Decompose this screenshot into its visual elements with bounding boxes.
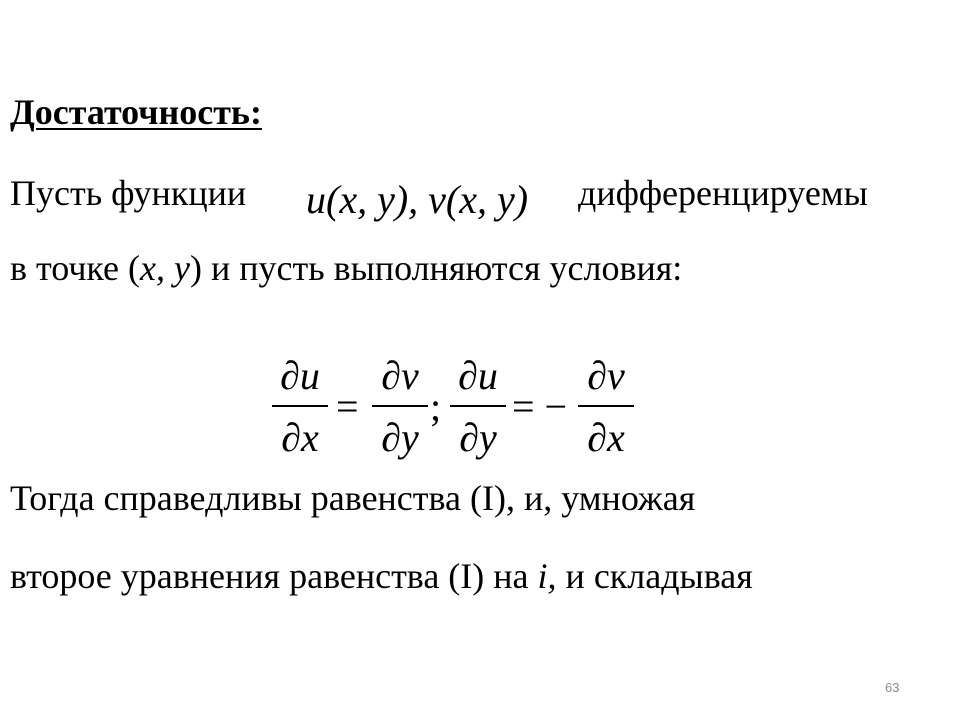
line2-after: ) и пусть выполняются условия:	[189, 248, 683, 288]
line3: Тогда справедливы равенства (I), и, умножая	[10, 478, 696, 518]
line1-suffix: дифференцируемы	[578, 173, 868, 213]
semicolon-separator: ;	[430, 384, 442, 429]
line1-prefix: Пусть функции	[10, 173, 247, 213]
fraction-denominator: ∂x	[281, 415, 319, 460]
equals-sign: =	[336, 384, 359, 429]
line2-before: в точке (	[10, 248, 140, 288]
fraction-denominator: ∂y	[381, 415, 419, 460]
section-heading: Достаточность:	[10, 92, 262, 132]
fraction-bar	[272, 405, 328, 407]
inline-formula-functions: u(x, y), v(x, y)	[306, 177, 529, 222]
fraction-bar	[372, 405, 428, 407]
fraction-bar	[450, 405, 506, 407]
fraction-dv-dy	[372, 353, 428, 466]
line2	[10, 250, 682, 286]
line4-after: и складывая	[556, 556, 753, 596]
fraction-bar	[578, 405, 634, 407]
fraction-du-dx	[272, 353, 328, 466]
fraction-denominator: ∂y	[459, 415, 497, 460]
fraction-numerator: ∂u	[280, 353, 320, 398]
fraction-denominator: ∂x	[587, 415, 625, 460]
fraction-du-dy	[450, 353, 506, 466]
line4-before: второе уравнения равенства (I) на	[10, 556, 538, 596]
fraction-numerator: ∂v	[587, 353, 625, 398]
line4	[10, 558, 753, 594]
line2-vars: x, y	[140, 248, 190, 288]
page-number: 63	[885, 680, 900, 695]
fraction-dv-dx	[578, 353, 634, 466]
fraction-numerator: ∂v	[381, 353, 419, 398]
fraction-numerator: ∂u	[458, 353, 498, 398]
line4-var: i,	[537, 556, 557, 596]
equals-minus-sign: = −	[512, 384, 568, 429]
